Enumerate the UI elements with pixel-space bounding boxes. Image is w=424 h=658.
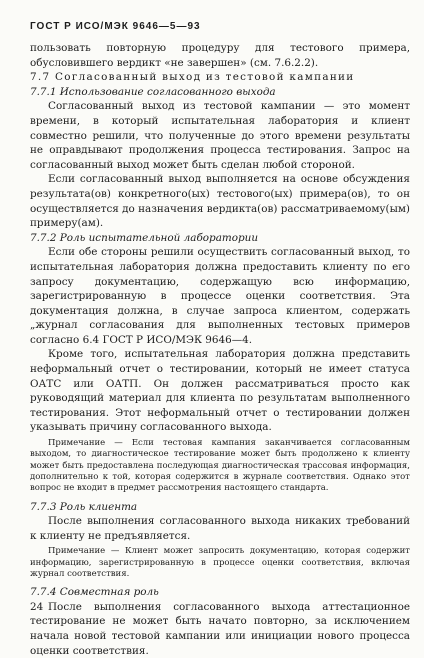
section-heading-7-7: 7.7 Согласованный выход из тестовой кампании — [30, 71, 355, 84]
paragraph-lab-documentation: Если обе стороны решили осуществить согласованный выход, то испытательная лаборатория должна предоставить клиенту по его запросу документацию, содержащую всю информацию, зарегистрированную в процессе оценки соответствия. Эта документация должна, в случае запроса клиентом, содержать „журнал согласования для выполненных тестовых примеров согласно 6.4 ГОСТ Р ИСО/МЭК 9646—4. — [30, 246, 410, 346]
continued-paragraph: пользовать повторную процедуру для тестового примера, обусловившего вердикт «не завершен» (см. 7.6.2.2). — [30, 42, 410, 69]
subsection-heading-7-7-1: 7.7.1 Использование согласованного выхода — [30, 85, 276, 98]
paragraph-verdict: Если согласованный выход выполняется на основе обсуждения результата(ов) конкретного(ых) тестового(ых) примера(ов), то он осуществляется до назначения вердикта(ов) рассматриваемому(ым) примеру(ам). — [30, 173, 410, 230]
page-number: 24 — [30, 601, 44, 613]
paragraph-definition: Согласованный выход из тестовой кампании — это момент времени, в который испытательная лаборатория и клиент совместно решили, что полученные до этого времени результаты не оправдывают продолжения процесса тестирования. Запрос на согласованный выход может быть сделан любой стороной. — [30, 100, 410, 171]
paragraph-informal-report: Кроме того, испытательная лаборатория должна представить неформальный отчет о тестировании, который не имеет статуса ОАТС или ОАТП. Он должен рассматриваться просто как руководящий материал для клиента по результатам выполненного тестирования. Этот неформальный отчет о тестировании должен указывать причину согласованного выхода. — [30, 348, 410, 434]
paragraph-joint-role: После выполнения согласованного выхода аттестационное тестирование не может быть начато повторно, за исключением начала новой тестовой кампании или инициации нового процесса оценки соответствия. — [30, 600, 410, 657]
document-header: ГОСТ Р ИСО/МЭК 9646—5—93 — [30, 21, 201, 32]
paragraph-client-role: После выполнения согласованного выхода никаких требований к клиенту не предъявляется. — [30, 515, 410, 542]
page-body — [30, 41, 410, 658]
note-diagnostic: Примечание — Если тестовая кампания заканчивается согласованным выходом, то диагностическое тестирование может быть продолжено к клиенту может быть предоставлена последующая диагностическая трассовая информация, дополнительно к той, которая содержится в журнале соответствия. Однако этот вопрос не входит в предмет рассмотрения настоящего стандарта. — [30, 438, 410, 494]
subsection-heading-7-7-3: 7.7.3 Роль клиента — [30, 500, 138, 513]
subsection-heading-7-7-4: 7.7.4 Совместная роль — [30, 586, 159, 599]
note-client: Примечание — Клиент может запросить документацию, которая содержит информацию, зарегистрированную в процессе оценки соответствия, включая журнал соответствия. — [30, 546, 410, 579]
subsection-heading-7-7-2: 7.7.2 Роль испытательной лаборатории — [30, 231, 259, 244]
